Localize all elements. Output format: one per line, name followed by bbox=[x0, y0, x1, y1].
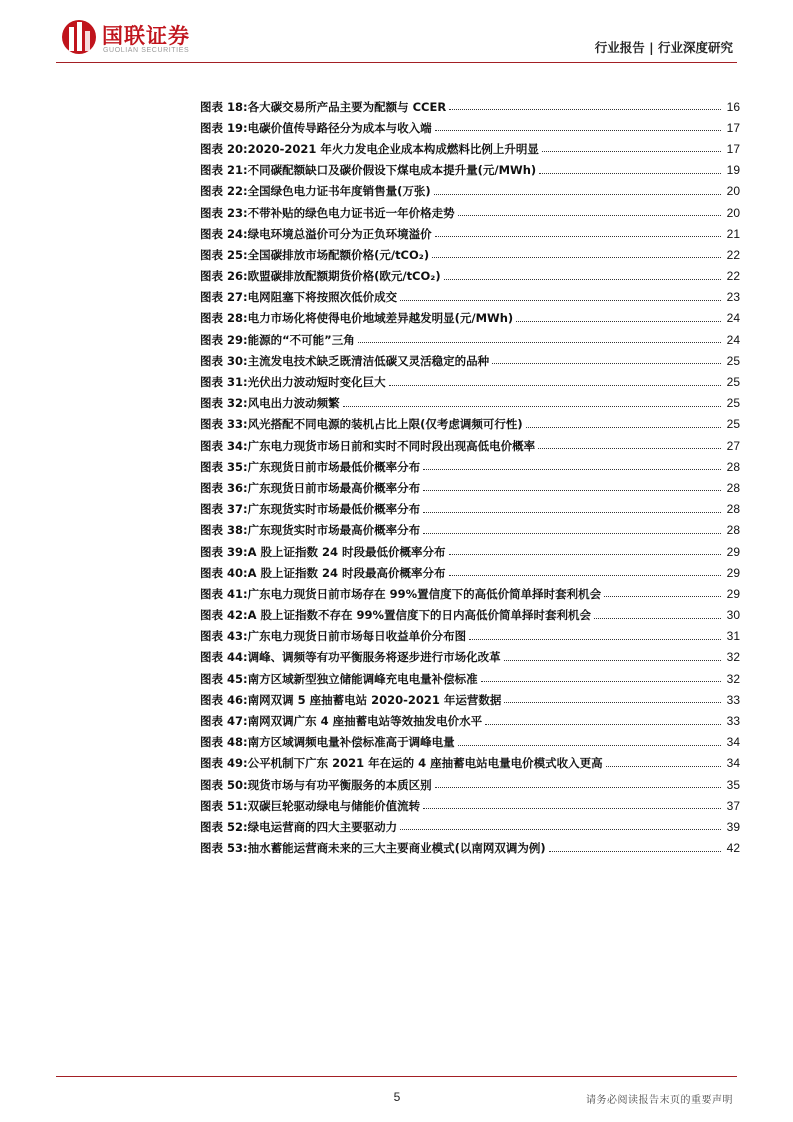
toc-entry[interactable] bbox=[200, 138, 740, 159]
toc-entry[interactable] bbox=[200, 668, 740, 689]
toc-entry[interactable] bbox=[200, 583, 740, 604]
toc-dot-leader bbox=[542, 151, 721, 152]
toc-entry-title[interactable]: 欧盟碳排放配额期货价格(欧元/tCO₂) bbox=[247, 269, 441, 284]
toc-dot-leader bbox=[481, 681, 721, 682]
toc-entry-title[interactable]: 双碳巨轮驱动绿电与储能价值流转 bbox=[247, 798, 421, 813]
toc-entry-label: 图表 28: bbox=[200, 311, 248, 326]
toc-entry[interactable] bbox=[200, 223, 740, 244]
toc-entry-page[interactable]: 34 bbox=[726, 756, 740, 771]
toc-entry-page[interactable]: 33 bbox=[726, 714, 740, 729]
toc-dot-leader bbox=[435, 787, 721, 788]
toc-entry-title[interactable]: 广东现货实时市场最低价概率分布 bbox=[247, 502, 421, 517]
toc-entry[interactable] bbox=[200, 117, 740, 138]
toc-entry-title[interactable]: 风光搭配不同电源的装机占比上限(仅考虑调频可行性) bbox=[247, 417, 523, 432]
toc-entry[interactable] bbox=[200, 414, 740, 435]
toc-dot-leader bbox=[423, 808, 721, 809]
toc-entry-page[interactable]: 25 bbox=[726, 417, 740, 432]
toc-entry-title[interactable]: 2020-2021 年火力发电企业成本构成燃料比例上升明显 bbox=[247, 141, 539, 156]
toc-dot-leader bbox=[526, 427, 721, 428]
page-number: 5 bbox=[393, 1090, 401, 1104]
toc-entry[interactable] bbox=[200, 520, 740, 541]
toc-entry-title[interactable]: 绿电环境总溢价可分为正负环境溢价 bbox=[247, 226, 432, 241]
toc-entry-page[interactable]: 16 bbox=[726, 99, 740, 114]
toc-entry[interactable] bbox=[200, 626, 740, 647]
toc-entry[interactable] bbox=[200, 456, 740, 477]
toc-entry-label: 图表 29: bbox=[200, 332, 248, 347]
toc-entry-label: 图表 30: bbox=[200, 353, 248, 368]
toc-dot-leader bbox=[423, 490, 721, 491]
toc-dot-leader bbox=[469, 639, 721, 640]
toc-entry[interactable] bbox=[200, 350, 740, 371]
toc-entry[interactable] bbox=[200, 541, 740, 562]
toc-entry-label: 图表 21: bbox=[200, 163, 248, 178]
toc-dot-leader bbox=[449, 109, 721, 110]
toc-entry-title[interactable]: 广东现货日前市场最高价概率分布 bbox=[247, 480, 421, 495]
toc-entry-title[interactable]: 主流发电技术缺乏既清洁低碳又灵活稳定的品种 bbox=[247, 353, 490, 368]
toc-dot-leader bbox=[358, 342, 721, 343]
toc-entry-page[interactable]: 29 bbox=[726, 565, 740, 580]
toc-entry-label: 图表 44: bbox=[200, 650, 248, 665]
toc-entry-page[interactable]: 34 bbox=[726, 735, 740, 750]
toc-entry-label: 图表 24: bbox=[200, 226, 248, 241]
figure-index-list bbox=[200, 96, 740, 859]
logo-chinese-name: 国联证券 bbox=[102, 24, 190, 48]
toc-entry[interactable] bbox=[200, 562, 740, 583]
toc-entry-label: 图表 46: bbox=[200, 692, 248, 707]
toc-entry[interactable] bbox=[200, 181, 740, 202]
toc-entry-page[interactable]: 22 bbox=[726, 269, 740, 284]
toc-entry-page[interactable]: 24 bbox=[726, 311, 740, 326]
toc-entry-page[interactable]: 24 bbox=[726, 332, 740, 347]
toc-entry[interactable] bbox=[200, 287, 740, 308]
disclaimer-text: 请务必阅读报告末页的重要声明 bbox=[586, 1095, 733, 1106]
toc-entry-title[interactable]: 南方区域调频电量补偿标准高于调峰电量 bbox=[247, 735, 455, 750]
toc-entry-label: 图表 41: bbox=[200, 586, 248, 601]
toc-entry-title[interactable]: 抽水蓄能运营商未来的三大主要商业模式(以南网双调为例) bbox=[247, 841, 546, 856]
toc-entry-title[interactable]: 现货市场与有功平衡服务的本质区别 bbox=[247, 777, 432, 792]
toc-entry-page[interactable]: 28 bbox=[726, 502, 740, 517]
toc-dot-leader bbox=[549, 851, 721, 852]
toc-dot-leader bbox=[504, 660, 721, 661]
toc-entry[interactable] bbox=[200, 329, 740, 350]
toc-entry-page[interactable]: 17 bbox=[726, 120, 740, 135]
toc-entry-title[interactable]: 广东现货日前市场最低价概率分布 bbox=[247, 459, 421, 474]
toc-entry-label: 图表 35: bbox=[200, 459, 248, 474]
page-header bbox=[0, 0, 793, 70]
toc-dot-leader bbox=[492, 363, 721, 364]
toc-entry-page[interactable]: 32 bbox=[726, 650, 740, 665]
toc-entry-page[interactable]: 25 bbox=[726, 353, 740, 368]
toc-entry-label: 图表 20: bbox=[200, 141, 248, 156]
toc-entry[interactable] bbox=[200, 647, 740, 668]
toc-entry-title[interactable]: A 股上证指数不存在 99%置信度下的日内高低价简单择时套利机会 bbox=[247, 608, 592, 623]
toc-entry[interactable] bbox=[200, 795, 740, 816]
footer-divider bbox=[56, 1076, 737, 1077]
toc-dot-leader bbox=[594, 618, 721, 619]
toc-entry-title[interactable]: 能源的“不可能”三角 bbox=[247, 332, 355, 347]
toc-entry[interactable] bbox=[200, 816, 740, 837]
toc-entry[interactable] bbox=[200, 838, 740, 859]
toc-entry-page[interactable]: 35 bbox=[726, 777, 740, 792]
toc-entry-page[interactable]: 20 bbox=[726, 205, 740, 220]
toc-dot-leader bbox=[604, 596, 721, 597]
toc-entry-title[interactable]: 不带补贴的绿色电力证书近一年价格走势 bbox=[247, 205, 455, 220]
toc-entry-page[interactable]: 23 bbox=[726, 290, 740, 305]
toc-entry-title[interactable]: 调峰、调频等有功平衡服务将逐步进行市场化改革 bbox=[247, 650, 501, 665]
toc-dot-leader bbox=[485, 724, 721, 725]
toc-entry-title[interactable]: 绿电运营商的四大主要驱动力 bbox=[247, 819, 398, 834]
toc-entry-title[interactable]: 广东电力现货日前市场存在 99%置信度下的高低价简单择时套利机会 bbox=[247, 586, 602, 601]
toc-entry-title[interactable]: 广东电力现货日前市场每日收益单价分布图 bbox=[247, 629, 467, 644]
toc-entry[interactable] bbox=[200, 160, 740, 181]
toc-entry-label: 图表 50: bbox=[200, 777, 248, 792]
toc-entry-title[interactable]: 公平机制下广东 2021 年在运的 4 座抽蓄电站电量电价模式收入更高 bbox=[247, 756, 603, 771]
toc-entry[interactable] bbox=[200, 202, 740, 223]
toc-entry-label: 图表 32: bbox=[200, 396, 248, 411]
toc-entry[interactable] bbox=[200, 244, 740, 265]
toc-entry-label: 图表 48: bbox=[200, 735, 248, 750]
toc-dot-leader bbox=[606, 766, 721, 767]
toc-entry-label: 图表 52: bbox=[200, 819, 248, 834]
toc-entry-label: 图表 19: bbox=[200, 120, 248, 135]
toc-entry-label: 图表 40: bbox=[200, 565, 248, 580]
toc-entry-page[interactable]: 22 bbox=[726, 247, 740, 262]
toc-entry[interactable] bbox=[200, 774, 740, 795]
toc-entry[interactable] bbox=[200, 308, 740, 329]
toc-entry[interactable] bbox=[200, 605, 740, 626]
toc-entry-label: 图表 39: bbox=[200, 544, 248, 559]
toc-entry-label: 图表 18: bbox=[200, 99, 248, 114]
toc-entry-page[interactable]: 20 bbox=[726, 184, 740, 199]
toc-dot-leader bbox=[389, 385, 721, 386]
toc-dot-leader bbox=[434, 194, 721, 195]
toc-dot-leader bbox=[423, 469, 721, 470]
toc-entry[interactable] bbox=[200, 689, 740, 710]
toc-dot-leader bbox=[435, 236, 721, 237]
toc-entry-label: 图表 49: bbox=[200, 756, 248, 771]
toc-dot-leader bbox=[449, 575, 721, 576]
toc-entry-title[interactable]: 全国绿色电力证书年度销售量(万张) bbox=[247, 184, 431, 199]
toc-entry-label: 图表 53: bbox=[200, 841, 248, 856]
toc-dot-leader bbox=[449, 554, 721, 555]
toc-entry-page[interactable]: 31 bbox=[726, 629, 740, 644]
logo-english-name: GUOLIAN SECURITIES bbox=[103, 47, 190, 54]
toc-entry-page[interactable]: 28 bbox=[726, 480, 740, 495]
toc-entry-title[interactable]: 电碳价值传导路径分为成本与收入端 bbox=[247, 120, 432, 135]
toc-entry-page[interactable]: 37 bbox=[726, 798, 740, 813]
toc-entry-title[interactable]: A 股上证指数 24 时段最低价概率分布 bbox=[247, 544, 446, 559]
toc-entry[interactable] bbox=[200, 393, 740, 414]
toc-entry[interactable] bbox=[200, 477, 740, 498]
toc-entry-page[interactable]: 21 bbox=[726, 226, 740, 241]
toc-entry-label: 图表 42: bbox=[200, 608, 248, 623]
toc-entry-page[interactable]: 30 bbox=[726, 608, 740, 623]
toc-entry[interactable] bbox=[200, 96, 740, 117]
toc-entry-label: 图表 37: bbox=[200, 502, 248, 517]
toc-entry-title[interactable]: 电网阻塞下将按照次低价成交 bbox=[247, 290, 398, 305]
toc-entry-title[interactable]: A 股上证指数 24 时段最高价概率分布 bbox=[247, 565, 446, 580]
toc-entry-label: 图表 45: bbox=[200, 671, 248, 686]
toc-entry-page[interactable]: 28 bbox=[726, 459, 740, 474]
toc-dot-leader bbox=[444, 279, 721, 280]
logo-mark-icon bbox=[60, 16, 100, 60]
toc-entry-page[interactable]: 25 bbox=[726, 375, 740, 390]
toc-entry-title[interactable]: 广东电力现货市场日前和实时不同时段出现高低电价概率 bbox=[247, 438, 536, 453]
toc-dot-leader bbox=[458, 215, 721, 216]
toc-dot-leader bbox=[400, 829, 721, 830]
toc-entry-title[interactable]: 南网双调广东 4 座抽蓄电站等效抽发电价水平 bbox=[247, 714, 483, 729]
toc-entry-label: 图表 36: bbox=[200, 480, 248, 495]
toc-dot-leader bbox=[458, 745, 721, 746]
toc-entry-title[interactable]: 广东现货实时市场最高价概率分布 bbox=[247, 523, 421, 538]
report-category: 行业报告 | 行业深度研究 bbox=[594, 40, 733, 55]
toc-entry-title[interactable]: 电力市场化将使得电价地域差异越发明显(元/MWh) bbox=[247, 311, 514, 326]
toc-entry-page[interactable]: 19 bbox=[726, 163, 740, 178]
toc-entry-page[interactable]: 25 bbox=[726, 396, 740, 411]
toc-entry[interactable] bbox=[200, 499, 740, 520]
toc-entry-page[interactable]: 28 bbox=[726, 523, 740, 538]
toc-entry-label: 图表 43: bbox=[200, 629, 248, 644]
toc-entry-page[interactable]: 29 bbox=[726, 586, 740, 601]
toc-dot-leader bbox=[423, 512, 721, 513]
toc-entry-title[interactable]: 南网双调 5 座抽蓄电站 2020-2021 年运营数据 bbox=[247, 692, 502, 707]
toc-entry-label: 图表 23: bbox=[200, 205, 248, 220]
toc-dot-leader bbox=[516, 321, 721, 322]
toc-entry-page[interactable]: 27 bbox=[726, 438, 740, 453]
toc-entry-title[interactable]: 南方区域新型独立储能调峰充电电量补偿标准 bbox=[247, 671, 478, 686]
toc-entry-label: 图表 27: bbox=[200, 290, 248, 305]
toc-entry-label: 图表 34: bbox=[200, 438, 248, 453]
toc-entry-label: 图表 25: bbox=[200, 247, 248, 262]
toc-entry-label: 图表 22: bbox=[200, 184, 248, 199]
toc-dot-leader bbox=[538, 448, 721, 449]
toc-entry-title[interactable]: 各大碳交易所产品主要为配额与 CCER bbox=[247, 99, 447, 114]
toc-entry-title[interactable]: 全国碳排放市场配额价格(元/tCO₂) bbox=[247, 247, 430, 262]
toc-entry-page[interactable]: 42 bbox=[726, 841, 740, 856]
toc-dot-leader bbox=[343, 406, 721, 407]
toc-entry[interactable] bbox=[200, 732, 740, 753]
toc-dot-leader bbox=[432, 257, 721, 258]
toc-entry-title[interactable]: 光伏出力波动短时变化巨大 bbox=[247, 375, 386, 390]
toc-entry-label: 图表 31: bbox=[200, 375, 248, 390]
toc-entry-label: 图表 38: bbox=[200, 523, 248, 538]
toc-entry[interactable] bbox=[200, 753, 740, 774]
toc-entry[interactable] bbox=[200, 371, 740, 392]
toc-entry-page[interactable]: 17 bbox=[726, 141, 740, 156]
toc-entry[interactable] bbox=[200, 435, 740, 456]
toc-dot-leader bbox=[435, 130, 721, 131]
toc-dot-leader bbox=[423, 533, 721, 534]
toc-entry-title[interactable]: 风电出力波动频繁 bbox=[247, 396, 340, 411]
toc-entry-label: 图表 33: bbox=[200, 417, 248, 432]
guolian-logo bbox=[60, 16, 260, 60]
toc-entry-page[interactable]: 39 bbox=[726, 819, 740, 834]
toc-entry[interactable] bbox=[200, 266, 740, 287]
toc-entry-page[interactable]: 33 bbox=[726, 692, 740, 707]
toc-entry-title[interactable]: 不同碳配额缺口及碳价假设下煤电成本提升量(元/MWh) bbox=[247, 163, 537, 178]
toc-dot-leader bbox=[504, 702, 721, 703]
toc-dot-leader bbox=[539, 173, 721, 174]
toc-entry-page[interactable]: 32 bbox=[726, 671, 740, 686]
toc-dot-leader bbox=[400, 300, 721, 301]
toc-entry-label: 图表 26: bbox=[200, 269, 248, 284]
toc-entry-label: 图表 47: bbox=[200, 714, 248, 729]
toc-entry[interactable] bbox=[200, 710, 740, 731]
header-divider bbox=[56, 62, 737, 63]
toc-entry-page[interactable]: 29 bbox=[726, 544, 740, 559]
toc-entry-label: 图表 51: bbox=[200, 798, 248, 813]
